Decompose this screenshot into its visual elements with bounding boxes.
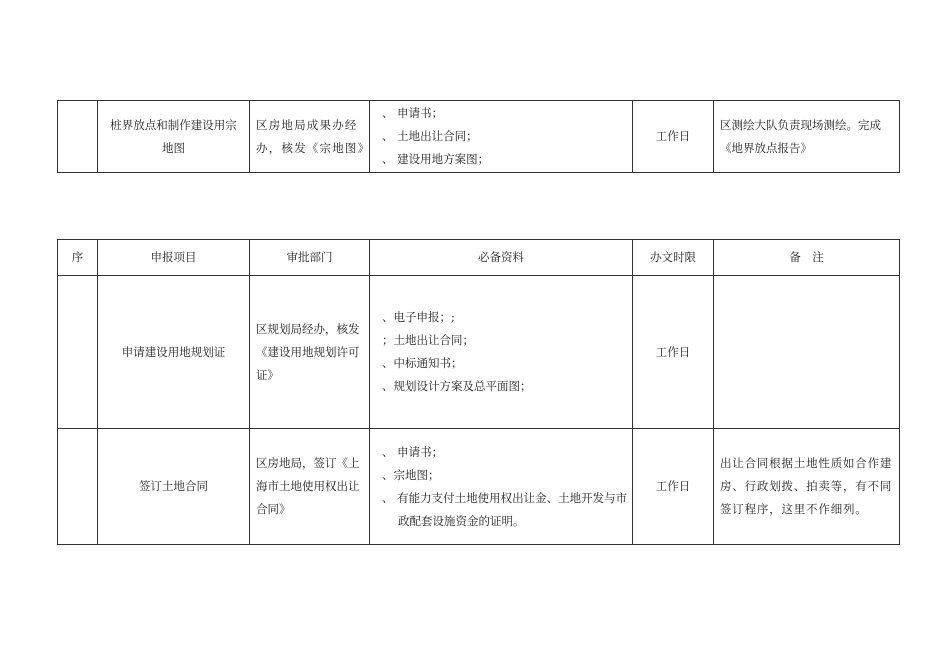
materials-cell	[370, 276, 633, 429]
materials-cell	[370, 429, 633, 545]
material-line: 、 申请书；	[382, 444, 444, 459]
material-line: 、规划设计方案及总平面图；	[382, 379, 532, 393]
remark-cell: 区测绘大队负责现场测绘。完成《地界放点报告》	[714, 101, 900, 173]
material-line: 、中标通知书；	[382, 356, 463, 370]
table-row	[58, 276, 900, 429]
header-remark: 备 注	[714, 240, 900, 276]
header-materials: 必备资料	[370, 240, 633, 276]
seq-cell	[58, 101, 98, 173]
top-table	[57, 100, 900, 173]
material-line: 、 建设用地方案图；	[382, 152, 490, 166]
remark-cell	[714, 276, 900, 429]
time-cell: 工作日	[633, 276, 714, 429]
material-line: 、 有能力支付土地使用权出让金、土地开发与市	[382, 490, 628, 505]
seq-cell	[58, 429, 98, 545]
remark-cell: 出让合同根据土地性质如合作建房、行政划拨、拍卖等，有不同签订程序，这里不作细列。	[714, 429, 900, 545]
item-cell: 申请建设用地规划证	[98, 276, 250, 429]
material-line: 、 申请书；	[382, 106, 444, 120]
time-cell: 工作日	[633, 429, 714, 545]
header-seq: 序	[58, 240, 98, 276]
material-line: 、电子申报；;	[382, 310, 455, 324]
material-line: 、宗地图；	[382, 467, 440, 482]
seq-cell	[58, 276, 98, 429]
header-dept: 审批部门	[250, 240, 370, 276]
header-item: 申报项目	[98, 240, 250, 276]
table-row	[58, 101, 900, 173]
item-cell: 签订土地合同	[98, 429, 250, 545]
header-row	[58, 240, 900, 276]
time-cell: 工作日	[633, 101, 714, 173]
table-row	[58, 429, 900, 545]
main-table	[57, 239, 900, 545]
header-time: 办文时限	[633, 240, 714, 276]
material-line: 政配套设施资金的证明。	[398, 513, 525, 528]
dept-cell: 区房地局，签订《上海市土地使用权出让合同》	[250, 429, 370, 545]
item-cell: 桩界放点和制作建设用宗地图	[98, 101, 250, 173]
material-line: ；土地出让合同；	[382, 333, 474, 347]
materials-cell	[370, 101, 633, 173]
dept-cell: 区规划局经办，核发《建设用地规划许可证》	[250, 276, 370, 429]
material-line: 、 土地出让合同；	[382, 129, 478, 143]
dept-cell: 区房地局成果办经办，核发《宗地图》	[250, 101, 370, 173]
